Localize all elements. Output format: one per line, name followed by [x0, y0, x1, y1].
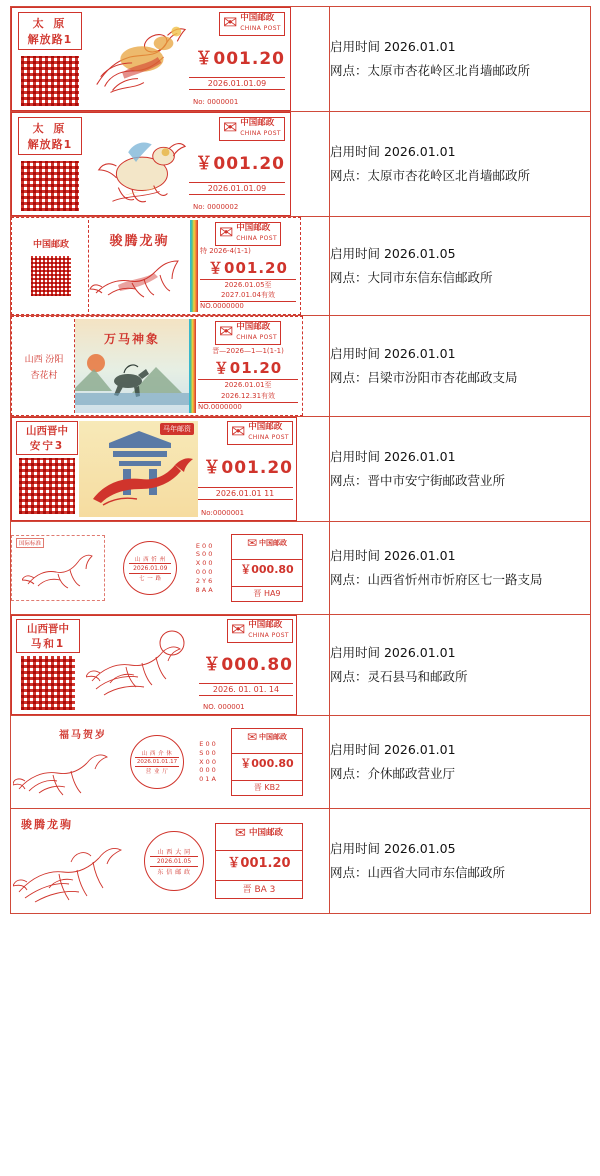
seal-line-1: 山 西 介 休 — [141, 751, 173, 757]
branch: 网点：介休邮政营业厅 — [330, 766, 456, 781]
stamp-serial: NO.0000000 — [198, 402, 298, 411]
art-title: 福马贺岁 — [59, 729, 107, 741]
info-cell — [330, 112, 591, 217]
stamp-left-line-2: 马和1 — [30, 638, 66, 650]
horse-outline-icon — [13, 741, 113, 799]
color-bar — [189, 319, 196, 413]
horse-line-icon — [22, 544, 94, 592]
stamp-serial: No: 0000001 — [193, 98, 239, 106]
stamp-date: 2026.01.01至 — [198, 379, 298, 390]
start-time: 启用时间 2026.01.01 — [330, 346, 456, 362]
brand-cn: 中国邮政 — [248, 827, 283, 838]
stamp-right-block — [193, 117, 285, 211]
stamp-left-line-1: 太 原 — [32, 122, 68, 135]
stamp-cell — [11, 615, 330, 716]
stamp-date: 2026. 01. 01. 14 — [199, 683, 293, 696]
code-columns — [199, 740, 216, 784]
stamp-label — [11, 716, 303, 808]
stamp-date: 2026.01.01.09 — [189, 182, 285, 195]
table-row — [11, 522, 591, 615]
stamp-left-line-1: 太 原 — [32, 17, 68, 30]
stamp-price: ￥01.20 — [213, 358, 283, 377]
stamp-left-line-2: 安宁3 — [29, 440, 65, 452]
china-post-logo — [227, 421, 293, 445]
start-time: 启用时间 2026.01.05 — [330, 246, 456, 262]
stamp-cell — [11, 217, 330, 316]
code-line: 0 1 A — [199, 775, 216, 784]
table-row — [11, 112, 591, 217]
stamp-artwork — [11, 816, 133, 906]
stamp-cell — [11, 316, 330, 417]
qr-code — [21, 56, 79, 106]
table-row — [11, 316, 591, 417]
stamp-price: ￥000.80 — [232, 559, 302, 577]
stamp-label — [11, 7, 291, 111]
stamp-right-block — [231, 534, 303, 602]
branch: 网点：山西省忻州市忻府区七一路支局 — [330, 572, 543, 587]
seal-line-1: 山 西 忻 州 — [134, 556, 166, 563]
code-line: 0 0 0 — [195, 568, 213, 576]
code-line: X 0 0 — [199, 757, 216, 766]
stamp-artwork — [81, 619, 203, 711]
brand-cn: 中国邮政 — [236, 322, 271, 332]
stamp-code: 晋 HA9 — [232, 586, 302, 599]
qr-code — [31, 256, 71, 296]
china-post-logo — [219, 12, 285, 36]
date-seal — [144, 831, 204, 891]
stamp-code: 晋 KB2 — [232, 780, 302, 793]
qr-code — [19, 458, 75, 514]
stamp-left-line-2: 杏花村 — [30, 370, 58, 381]
table-row — [11, 716, 591, 809]
stamp-label — [11, 112, 291, 216]
horse-rider-icon — [83, 13, 193, 105]
stamp-right-block — [215, 823, 303, 899]
info-cell — [330, 615, 591, 716]
art-title: 骏腾龙驹 — [21, 818, 73, 831]
stamp-left-line-1: 山西晋中 — [26, 425, 68, 437]
start-time: 启用时间 2026.01.01 — [330, 742, 456, 758]
stamp-price: ￥001.20 — [203, 458, 293, 479]
start-time: 启用时间 2026.01.01 — [330, 645, 456, 661]
stamp-artwork — [11, 535, 105, 601]
branch: 网点：灵石县马和邮政所 — [330, 669, 468, 684]
stamp-right-block — [198, 220, 298, 312]
code-line: 8 A A — [195, 585, 213, 594]
table-row — [11, 615, 591, 716]
stamp-left-block — [17, 117, 83, 211]
brand-cn: 中国邮政 — [32, 239, 69, 250]
post-mark-icon: ✉ — [222, 118, 238, 139]
stamp-cell — [11, 522, 330, 615]
seal-line-2: 2026.01.09 — [129, 563, 171, 574]
info-cell — [330, 217, 591, 316]
stamp-price: ￥000.80 — [232, 753, 302, 771]
brand-cn: 中国邮政 — [248, 620, 283, 630]
stamp-serial: NO. 000001 — [203, 702, 245, 711]
post-mark-icon: ✉ — [230, 620, 246, 641]
stamp-cell — [11, 716, 330, 809]
stamp-left-line-1: 山西晋中 — [27, 623, 69, 635]
brand-cn: 中国邮政 — [248, 422, 283, 432]
china-post-logo — [247, 537, 287, 549]
china-post-logo — [215, 321, 281, 345]
horses-line-icon — [86, 623, 198, 707]
horse-sheep-icon — [83, 118, 193, 210]
stamp-artwork — [75, 319, 189, 413]
china-post-logo — [247, 731, 287, 743]
post-mark-icon: ✉ — [218, 322, 234, 343]
brand-cn: 中国邮政 — [259, 732, 288, 741]
code-line: 0 0 0 — [199, 766, 216, 775]
seal-line-2: 2026.01.01.17 — [135, 757, 180, 767]
china-post-logo — [219, 117, 285, 141]
post-mark-icon: ✉ — [222, 13, 238, 34]
brand-en: CHINA POST — [248, 433, 289, 441]
seal-line-2: 2026.01.05 — [150, 856, 199, 867]
brand-cn: 中国邮政 — [240, 118, 275, 128]
branch: 网点：山西省大同市东信邮政所 — [330, 865, 506, 880]
stamp-artwork — [11, 726, 115, 799]
post-mark-icon: ✉ — [246, 536, 257, 550]
stamp-label — [11, 615, 297, 715]
stamp-left-line-2: 解放路1 — [27, 33, 73, 46]
brand-en: CHINA POST — [236, 333, 278, 341]
post-mark-icon: ✉ — [218, 223, 234, 244]
seal-line-3: 东 信 邮 政 — [157, 868, 191, 876]
stamp-left-line-1: 山西 汾阳 — [24, 354, 64, 365]
art-left-label: 国际标准 — [16, 538, 44, 548]
info-cell — [330, 316, 591, 417]
stamp-date: 2026.01.01.09 — [189, 77, 285, 90]
stamp-price: ￥001.20 — [208, 258, 288, 277]
code-line: 2 Y 6 — [195, 576, 213, 585]
stamp-artwork — [89, 220, 190, 312]
branch: 网点：大同市东信东信邮政所 — [330, 270, 493, 285]
stamp-cell — [11, 809, 330, 914]
info-cell — [330, 7, 591, 112]
post-mark-icon: ✉ — [235, 826, 246, 841]
stamp-right-block — [203, 619, 293, 711]
stamp-valid: 2026.12.31有效 — [220, 391, 276, 400]
horse-line-icon — [89, 249, 190, 303]
china-post-logo — [227, 619, 293, 643]
stamp-left-block — [14, 220, 89, 312]
stamp-cell — [11, 112, 330, 217]
china-post-logo — [235, 827, 283, 840]
brand-en: CHINA POST — [240, 24, 281, 32]
brand-cn: 中国邮政 — [259, 538, 287, 547]
start-time: 启用时间 2026.01.01 — [330, 449, 456, 465]
code-line: E 0 0 — [199, 740, 216, 749]
branch: 网点：太原市杏花岭区北肖墙邮政所 — [330, 168, 531, 183]
brand-en: CHINA POST — [236, 234, 278, 242]
stamp-code: 晋 BA 3 — [216, 880, 302, 895]
branch: 网点：太原市杏花岭区北肖墙邮政所 — [330, 63, 531, 78]
brand-cn: 中国邮政 — [240, 13, 275, 23]
brand-en: CHINA POST — [248, 631, 289, 639]
horse-landscape-icon — [75, 347, 189, 405]
info-cell — [330, 809, 591, 914]
start-time: 启用时间 2026.01.01 — [330, 144, 456, 160]
stamp-label — [11, 809, 303, 913]
code-line: X 0 0 — [195, 559, 213, 568]
brand-en: CHINA POST — [240, 129, 281, 137]
stamp-right-block — [196, 319, 300, 413]
art-title: 骏腾龙驹 — [109, 233, 170, 249]
stamp-table — [10, 6, 591, 914]
info-cell — [330, 522, 591, 615]
seal-line-3: 营 业 厅 — [145, 769, 169, 775]
stamp-code: 特 2026-4(1-1) — [200, 247, 251, 256]
start-time: 启用时间 2026.01.01 — [330, 39, 456, 55]
post-mark-icon: ✉ — [230, 422, 246, 443]
code-line: S 0 0 — [195, 550, 213, 559]
stamp-code: 晋—2026—1—1(1-1) — [212, 346, 284, 355]
info-cell — [330, 716, 591, 809]
stamp-label — [11, 522, 303, 614]
stamp-price: ￥000.80 — [203, 655, 293, 676]
date-seal — [130, 735, 184, 789]
info-cell — [330, 417, 591, 522]
stamp-right-block — [193, 12, 285, 106]
stamp-label — [11, 316, 303, 416]
stamp-artwork — [79, 421, 198, 517]
date-seal — [123, 541, 177, 595]
qr-code — [21, 656, 75, 710]
stamp-serial: NO.0000000 — [200, 301, 296, 310]
stamp-price: ￥001.20 — [216, 850, 302, 871]
table-row — [11, 417, 591, 522]
start-time: 启用时间 2026.01.05 — [330, 841, 456, 857]
stamp-left-block — [14, 319, 75, 413]
stamp-serial: No:0000001 — [201, 508, 245, 517]
table-row — [11, 217, 591, 316]
stamp-price: ￥001.20 — [195, 153, 285, 174]
stamp-right-block — [198, 421, 293, 517]
stamp-left-block — [15, 619, 81, 711]
stamp-artwork — [83, 12, 193, 106]
code-columns — [196, 542, 213, 595]
brand-cn: 中国邮政 — [236, 223, 271, 233]
stamp-cell — [11, 7, 330, 112]
seal-line-1: 山 西 大 同 — [157, 848, 191, 856]
stamp-left-block — [15, 421, 79, 517]
code-line: S 0 0 — [199, 748, 216, 757]
stamp-left-block — [17, 12, 83, 106]
stamp-serial: No: 0000002 — [193, 203, 239, 211]
horse-rider-line-icon — [13, 832, 131, 906]
stamp-date: 2026.01.05至 — [200, 279, 296, 290]
branch: 网点：晋中市安宁街邮政营业所 — [330, 473, 506, 488]
code-line: E 0 0 — [195, 541, 213, 550]
start-time: 启用时间 2026.01.01 — [330, 548, 456, 564]
stamp-price: ￥001.20 — [195, 48, 285, 69]
art-banner: 马年邮资 — [160, 423, 194, 435]
seal-line-3: 七 一 路 — [139, 575, 162, 582]
stamp-cell — [11, 417, 330, 522]
qr-code — [21, 161, 79, 211]
stamp-right-block — [231, 728, 303, 796]
color-bar — [190, 220, 198, 312]
branch: 网点：吕梁市汾阳市杏花邮政支局 — [330, 370, 518, 385]
china-post-logo — [215, 222, 281, 246]
stamp-left-line-2: 解放路1 — [27, 138, 73, 151]
table-row — [11, 809, 591, 914]
stamp-label — [11, 417, 297, 521]
stamp-date: 2026.01.01 11 — [197, 487, 293, 500]
stamp-label — [11, 217, 301, 315]
table-row — [11, 7, 591, 112]
art-title: 万马神象 — [103, 331, 160, 346]
post-mark-icon: ✉ — [246, 730, 258, 744]
stamp-valid: 2027.01.04有效 — [220, 291, 276, 300]
stamp-artwork — [83, 117, 193, 211]
